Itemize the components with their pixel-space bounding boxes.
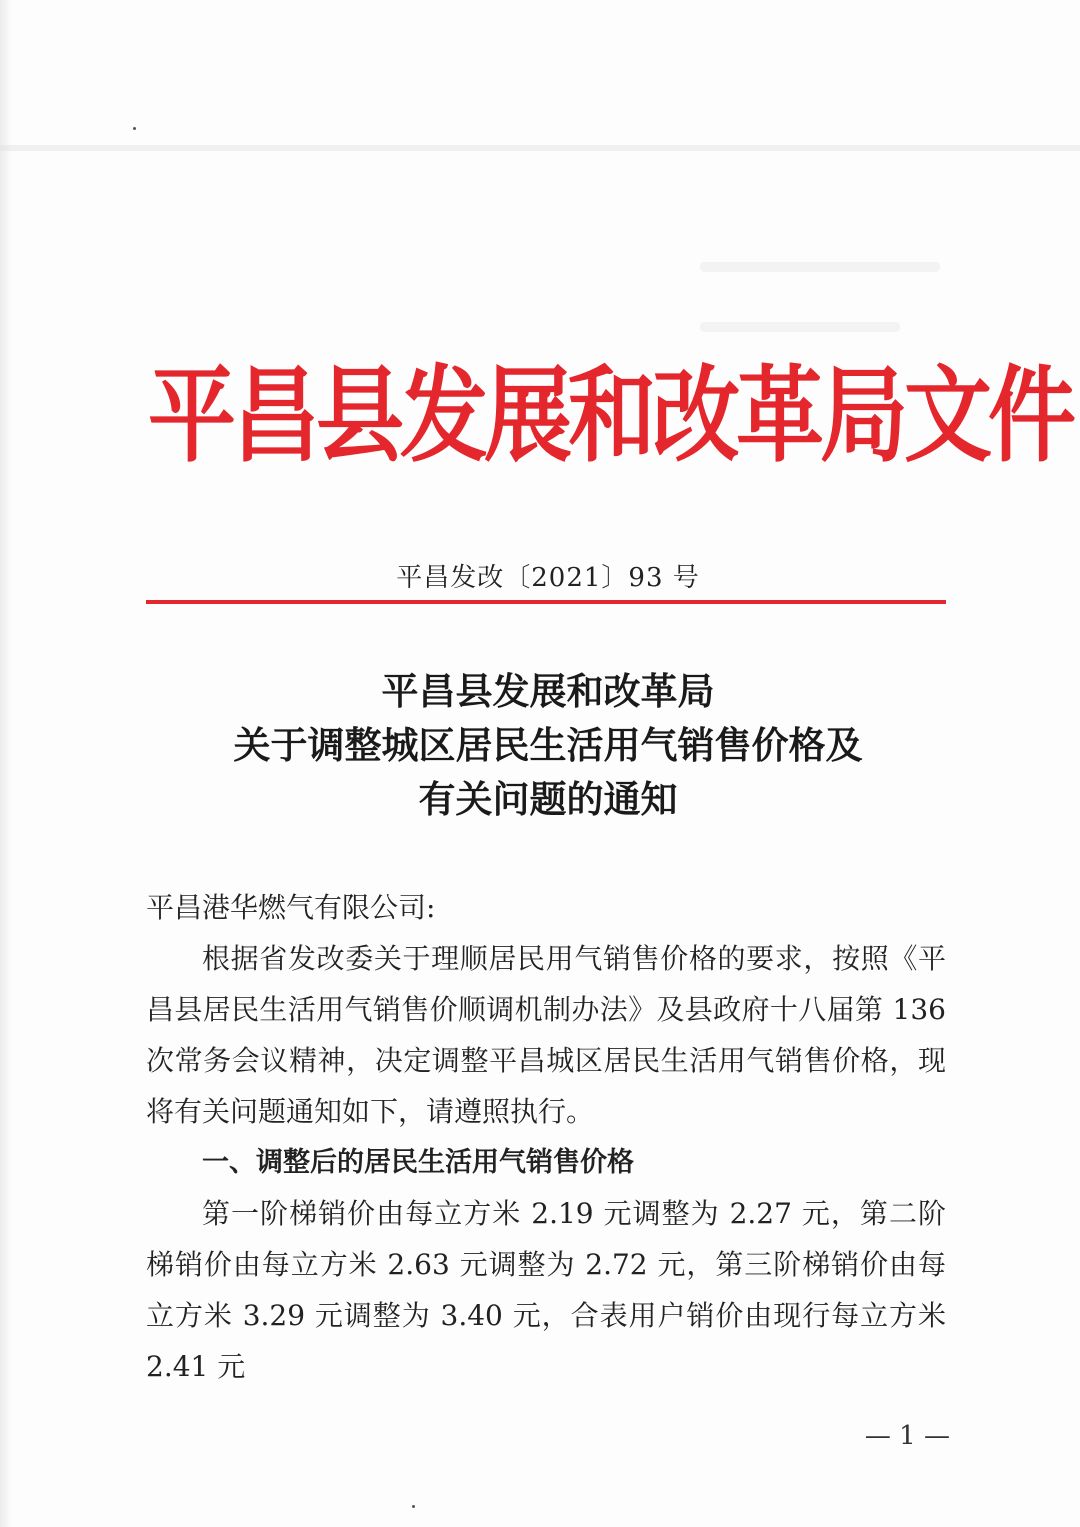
scan-edge-shadow xyxy=(0,0,12,1527)
notice-title-line: 有关问题的通知 xyxy=(418,778,678,821)
salutation: 平昌港华燃气有限公司: xyxy=(146,891,436,924)
notice-title xyxy=(148,665,948,827)
page-number: — 1 — xyxy=(864,1421,950,1451)
section-heading: 一、调整后的居民生活用气销售价格 xyxy=(202,1147,634,1178)
document-number: 平昌发改〔2021〕93 号 xyxy=(396,563,700,593)
red-separator-line xyxy=(146,600,946,604)
body-paragraph: 第一阶梯销价由每立方米 2.19 元调整为 2.27 元，第二阶梯销价由每立方米 2.63 元调整为 2.72 元，第三阶梯销价由每立方米 3.29 元调整为 3.40 元，合表用户销价由现行每立方米 2.41 元 xyxy=(146,1197,946,1383)
notice-title-line: 关于调整城区居民生活用气销售价格及 xyxy=(233,724,863,767)
scan-artifact-line xyxy=(0,145,1080,151)
notice-title-line: 平昌县发展和改革局 xyxy=(381,670,715,713)
bleed-through-mark xyxy=(700,322,900,332)
scan-speck xyxy=(412,1505,415,1508)
body-paragraph: 根据省发改委关于理顺居民用气销售价格的要求，按照《平昌县居民生活用气销售价顺调机制办法》及县政府十八届第 136 次常务会议精神，决定调整平昌城区居民生活用气销售价格，现将有关问题通知如下，请遵照执行。 xyxy=(146,942,946,1128)
scan-speck xyxy=(133,127,136,130)
bleed-through-mark xyxy=(700,262,940,272)
notice-body xyxy=(146,882,946,1392)
issuing-authority-header: 平昌县发展和改革局文件 xyxy=(148,354,1073,477)
